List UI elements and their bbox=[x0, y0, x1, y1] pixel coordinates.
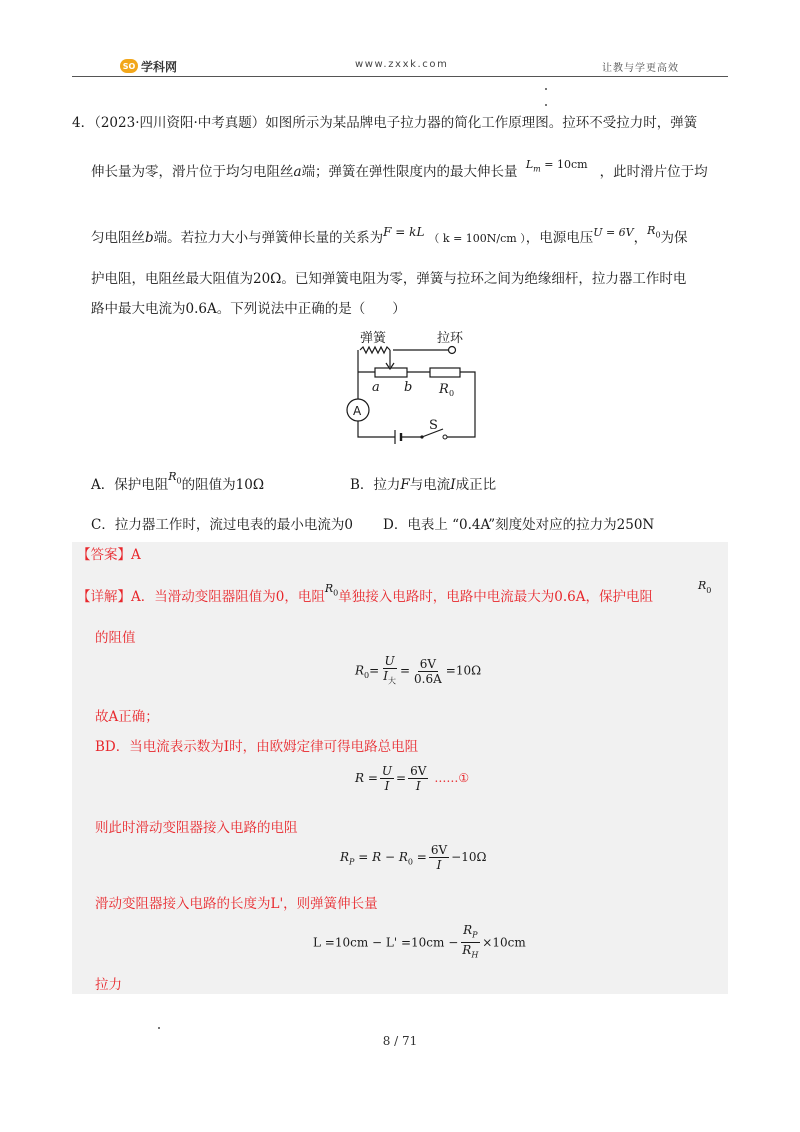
ammeter-label: A bbox=[353, 404, 362, 418]
r0-resistor bbox=[430, 368, 460, 377]
text-fragment: 为保 bbox=[660, 230, 688, 246]
right-wire bbox=[445, 372, 475, 437]
math-var: R bbox=[355, 771, 365, 785]
math-tail: −10Ω bbox=[451, 850, 487, 864]
circuit-diagram bbox=[300, 322, 500, 447]
formula-l bbox=[313, 923, 526, 963]
math-var: R bbox=[647, 224, 656, 237]
logo-text: 学科网 bbox=[141, 59, 178, 74]
math-sub: P bbox=[472, 930, 478, 940]
math-sub: 0 bbox=[364, 671, 370, 681]
r0-sub-label: 0 bbox=[449, 389, 455, 398]
equation-marker: ……① bbox=[434, 771, 470, 785]
formula-lm bbox=[526, 155, 588, 179]
fraction bbox=[460, 923, 480, 963]
numerator: 6V bbox=[419, 656, 437, 671]
spring-label: 弹簧 bbox=[360, 331, 387, 346]
ring-label: 拉环 bbox=[437, 331, 464, 346]
numerator: R bbox=[463, 923, 473, 937]
rheostat-body bbox=[375, 368, 407, 377]
text-fragment: 成正比 bbox=[455, 477, 497, 493]
math-expr: L =10cm − L' =10cm − bbox=[313, 935, 459, 950]
denominator: R bbox=[462, 943, 472, 958]
question-stem: （2023·四川资阳·中考真题）如图所示为某品牌电子拉力器的简化工作原理图。拉环不受拉力时，弹簧 bbox=[94, 115, 698, 131]
numerator: U bbox=[384, 654, 395, 668]
symbol-r0-right bbox=[698, 574, 711, 595]
detail-line-2: 的阻值 bbox=[95, 630, 136, 646]
length-line: 滑动变阻器接入电路的长度为L'，则弹簧伸长量 bbox=[95, 896, 378, 912]
math-sub: 0 bbox=[655, 230, 661, 240]
denominator: 0.6A bbox=[414, 671, 442, 686]
symbol-r0 bbox=[325, 580, 338, 596]
symbol-r0 bbox=[647, 222, 660, 238]
header-divider bbox=[72, 76, 728, 77]
formula-fkl: F = kL bbox=[383, 225, 425, 239]
decorative-dot bbox=[158, 1027, 160, 1029]
numerator: U bbox=[381, 764, 393, 778]
rp-line: 则此时滑动变阻器接入电路的电阻 bbox=[95, 820, 298, 836]
b-end-label: b bbox=[404, 380, 413, 395]
formula-rp: $R_P = R - R_0$ = $\frac{6V}{I}$ −10Ω bbox=[340, 843, 487, 872]
question-line-4: 护电阻，电阻丝最大阻值为20Ω。已知弹簧电阻为零，弹簧与拉环之间为绝缘细杆，拉力器工作时电 bbox=[91, 271, 687, 287]
denominator: I bbox=[415, 779, 421, 793]
formula-r0: $R_0=$ $\frac{U}{I_大}$ = $\frac{6V}{0.6A}$ =10Ω bbox=[355, 654, 481, 688]
symbol-r0 bbox=[168, 468, 181, 484]
result: =10Ω bbox=[445, 663, 482, 678]
numerator: 6V bbox=[430, 843, 448, 857]
math-value: = 10cm bbox=[540, 158, 588, 171]
math-sub: H bbox=[471, 950, 479, 960]
spring-zigzag bbox=[360, 347, 390, 353]
math-var: L bbox=[525, 158, 534, 171]
math-var: R bbox=[340, 850, 350, 864]
denominator: I bbox=[383, 669, 388, 683]
question-line-2 bbox=[91, 158, 708, 187]
formula-u: U = 6V bbox=[593, 226, 634, 239]
text-fragment: ，电源电压 bbox=[525, 230, 594, 246]
math-sub: 0 bbox=[706, 586, 712, 596]
text-fragment: 端；弹簧在弹性限度内的最大伸长量 bbox=[301, 164, 518, 180]
text-fragment: ，此时滑片位于均 bbox=[599, 164, 708, 180]
text-fragment: 伸长量为零，滑片位于均匀电阻丝 bbox=[91, 164, 294, 180]
a-correct-line: 故A正确； bbox=[95, 709, 159, 725]
text-fragment: 与电流 bbox=[409, 477, 451, 493]
text-fragment: 单独接入电路时，电路中电流最大为0.6A，保护电阻 bbox=[338, 589, 653, 605]
pull-ring bbox=[449, 347, 456, 354]
page-number: 8 / 71 bbox=[382, 1034, 418, 1048]
option-b bbox=[350, 476, 496, 494]
var-i: I bbox=[450, 477, 456, 493]
math-var: R bbox=[355, 663, 365, 678]
math-sub: 0 bbox=[407, 857, 413, 867]
text-fragment: 端。若拉力大小与弹簧伸长量的关系为 bbox=[153, 230, 384, 246]
fraction bbox=[408, 764, 428, 793]
text-fragment: 匀电阻丝 bbox=[91, 230, 145, 246]
fraction bbox=[429, 843, 449, 872]
answer-line: 【答案】A bbox=[77, 547, 141, 563]
fraction bbox=[381, 654, 398, 688]
numerator: 6V bbox=[410, 764, 427, 778]
question-line-3 bbox=[91, 224, 688, 253]
a-end-label: a bbox=[372, 380, 380, 395]
denominator: I bbox=[436, 858, 442, 872]
var-a: a bbox=[293, 164, 302, 180]
formula-r: R = $\frac{U}{I}$ = $\frac{6V}{I}$ ……① bbox=[355, 764, 470, 793]
switch-pivot bbox=[420, 435, 423, 438]
math-var: R bbox=[168, 470, 177, 483]
formula-k: （ k = 100N/cm ） bbox=[428, 232, 526, 245]
r0-label: R bbox=[439, 382, 449, 397]
question-line-1 bbox=[72, 114, 697, 132]
detail-line-1 bbox=[77, 582, 653, 612]
math-sub: 0 bbox=[176, 476, 182, 486]
left-wire-lower bbox=[358, 421, 395, 437]
text-fragment: 【详解】A．当滑动变阻器阻值为0，电阻 bbox=[77, 589, 325, 605]
math-var: R bbox=[324, 582, 334, 595]
force-line: 拉力 bbox=[95, 977, 122, 993]
option-a bbox=[91, 470, 265, 500]
option-a-prefix: A．保护电阻 bbox=[91, 477, 169, 493]
math-var: R bbox=[698, 579, 707, 592]
var-b: b bbox=[145, 230, 154, 246]
site-url[interactable]: www.zxxk.com bbox=[355, 59, 449, 70]
logo-badge-icon: SO bbox=[120, 59, 138, 73]
math-sub: 0 bbox=[333, 588, 339, 598]
site-slogan: 让教与学更高效 bbox=[602, 63, 679, 74]
fraction bbox=[380, 764, 394, 793]
text-fragment: B．拉力 bbox=[350, 477, 401, 493]
decorative-dot bbox=[545, 88, 547, 90]
bd-line: BD．当电流表示数为I时，由欧姆定律可得电路总电阻 bbox=[95, 739, 419, 755]
text-fragment: ， bbox=[633, 230, 648, 246]
math-expr: = R − R bbox=[358, 850, 408, 864]
var-f: F bbox=[400, 477, 410, 493]
switch-contact bbox=[443, 435, 447, 439]
option-a-suffix: 的阻值为10Ω bbox=[181, 477, 265, 493]
math-sub: m bbox=[533, 164, 541, 174]
denominator: I bbox=[384, 779, 390, 793]
site-logo[interactable] bbox=[120, 56, 177, 76]
switch-label: S bbox=[429, 418, 438, 433]
option-c: C．拉力器工作时，流过电表的最小电流为0 bbox=[91, 517, 353, 533]
decorative-dot bbox=[545, 104, 547, 106]
question-line-5: 路中最大电流为0.6A。下列说法中正确的是（ ） bbox=[91, 301, 406, 317]
option-d: D．电表上 “0.4A”刻度处对应的拉力为250N bbox=[383, 517, 655, 533]
question-number: 4． bbox=[72, 115, 95, 131]
math-tail: ×10cm bbox=[482, 935, 526, 950]
math-sub: 大 bbox=[387, 676, 396, 686]
math-sub: P bbox=[349, 857, 355, 867]
fraction bbox=[412, 657, 444, 686]
